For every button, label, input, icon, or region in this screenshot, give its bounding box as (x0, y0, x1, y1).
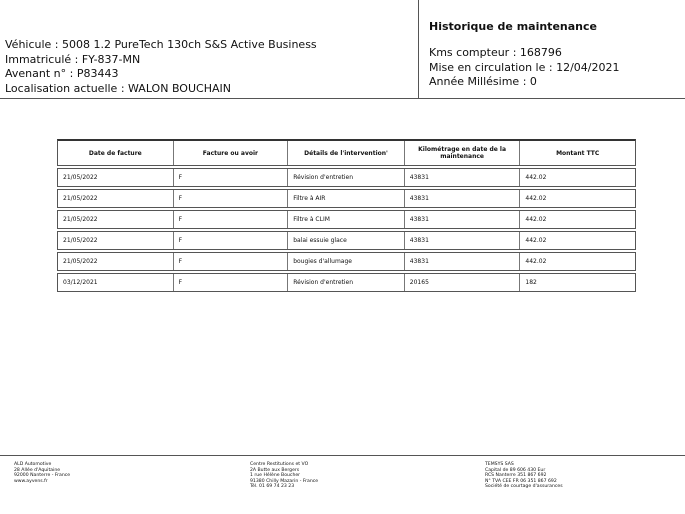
cell-amount: 442.02 (525, 237, 547, 244)
footer-line: 1 rue Hélène Boucher (250, 473, 301, 479)
cell-mileage: 43831 (405, 232, 521, 249)
cell-invoice-type: F (174, 169, 289, 186)
header-divider-vertical (418, 0, 419, 98)
vehicle-plate: Immatriculé : FY-837-MN (5, 52, 141, 66)
table-row (57, 273, 636, 292)
cell-date: 21/05/2022 (58, 190, 174, 207)
vehicle-location: Localisation actuelle : WALON BOUCHAIN (5, 81, 231, 95)
column-header-date: Date de facture (58, 141, 174, 165)
cell-mileage: 43831 (405, 253, 521, 270)
table-row (57, 189, 636, 208)
cell-invoice-type: F (174, 190, 289, 207)
cell-date: 21/05/2022 (58, 232, 174, 249)
column-header-mileage: Kilométrage en date de la maintenance (405, 141, 521, 165)
column-header-amount: Montant TTC (556, 149, 600, 157)
odometer: Kms compteur : 168796 (429, 46, 562, 59)
footer-line: 91380 Chilly Mazarin - France (250, 478, 319, 484)
cell-details: Révision d'entretien (288, 169, 405, 186)
footer-line: Centre Restitutions et VO (250, 462, 309, 467)
column-header-invoice-type: Facture ou avoir (174, 141, 289, 165)
cell-details: bougies d'allumage (288, 253, 405, 270)
cell-mileage: 43831 (405, 169, 521, 186)
footer-line: Capital de 89 606 430 Eur (485, 467, 546, 473)
cell-invoice-type: F (174, 211, 289, 228)
footer-returns-center (250, 462, 318, 490)
vehicle-model: Véhicule : 5008 1.2 PureTech 130ch S&S Active Business (5, 38, 317, 51)
table-row (57, 252, 636, 271)
cell-amount: 442.02 (525, 195, 547, 202)
cell-date: 21/05/2022 (58, 211, 174, 228)
cell-details: Révision d'entretien (288, 274, 405, 291)
registration-date: Mise en circulation le : 12/04/2021 (429, 60, 620, 74)
cell-amount: 442.02 (525, 174, 547, 181)
footer-line: 92000 Nanterre - France (14, 473, 71, 479)
footer-divider (0, 455, 685, 456)
model-year: Année Millésime : 0 (429, 75, 537, 88)
cell-date: 21/05/2022 (58, 253, 174, 270)
footer-line: N° TVA CEE FR 06 351 867 692 (485, 478, 557, 484)
cell-date: 21/05/2022 (58, 169, 174, 186)
cell-details: Filtre à CLIM (288, 211, 405, 228)
footer-line: www.ayvens.fr (14, 478, 48, 484)
cell-amount: 442.02 (525, 258, 547, 265)
header-divider (0, 98, 685, 99)
footer-company-address (14, 462, 70, 484)
page-title: Historique de maintenance (429, 20, 597, 33)
column-header-details: Détails de l'intervention' (288, 141, 405, 165)
cell-mileage: 20165 (405, 274, 521, 291)
maintenance-table (57, 139, 636, 294)
cell-mileage: 43831 (405, 211, 521, 228)
table-row (57, 231, 636, 250)
vehicle-amendment: Avenant n° : P83443 (5, 67, 119, 80)
footer-line: TEMSYS SAS (485, 462, 514, 467)
cell-invoice-type: F (174, 274, 289, 291)
footer-line: 28 Allée d'Aquitaine (14, 467, 61, 473)
cell-details: balai essuie glace (288, 232, 405, 249)
cell-invoice-type: F (174, 253, 289, 270)
footer-line: Société de courtage d'assurances (485, 484, 563, 490)
footer-line: ALD Automotive (14, 462, 52, 467)
maintenance-summary (429, 46, 619, 90)
table-row (57, 210, 636, 229)
footer-line: RCS Nanterre 351 867 692 (485, 473, 547, 479)
cell-details: Filtre à AIR (288, 190, 405, 207)
vehicle-info (5, 38, 317, 96)
cell-amount: 182 (525, 279, 537, 286)
cell-invoice-type: F (174, 232, 289, 249)
footer-line: Tél. 01 69 74 23 23 (250, 484, 295, 490)
footer-legal-info (485, 462, 563, 490)
cell-mileage: 43831 (405, 190, 521, 207)
table-row (57, 168, 636, 187)
cell-amount: 442.02 (525, 216, 547, 223)
footer-line: 2A Butte aux Bergers (250, 467, 300, 473)
cell-date: 03/12/2021 (58, 274, 174, 291)
table-header-row (57, 139, 636, 166)
